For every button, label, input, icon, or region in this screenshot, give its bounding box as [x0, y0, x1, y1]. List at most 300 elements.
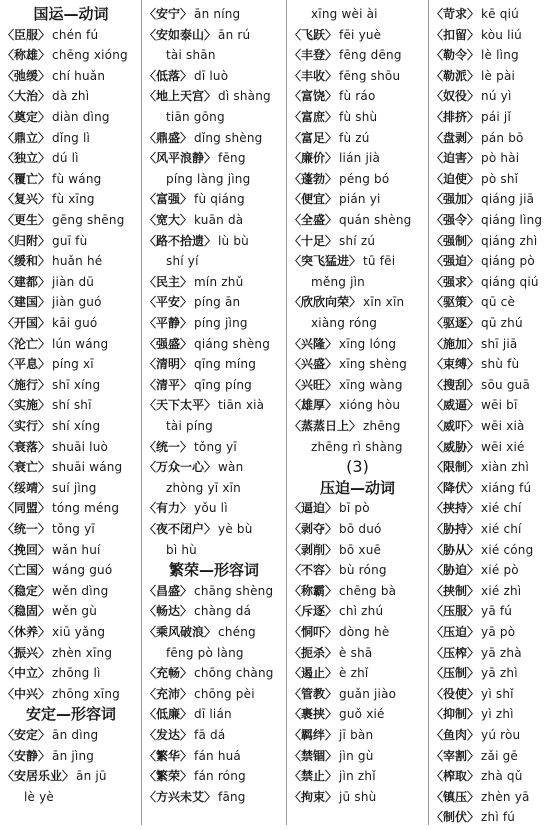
entry-word: 〈稳定〉	[2, 583, 51, 598]
entry-pinyin: dǐng shèng	[194, 130, 263, 145]
entry-pinyin: gēng shēng	[52, 213, 125, 227]
entry-word: 〈方兴未艾〉	[144, 789, 217, 804]
section-heading: 压迫—动词	[319, 478, 395, 497]
entry-word: 〈兴隆〉	[289, 336, 338, 351]
entry-word: 〈挟持〉	[431, 501, 480, 516]
entry-word: 〈有力〉	[144, 501, 193, 516]
entry-pinyin: tóng méng	[52, 501, 120, 516]
entry-word: 〈安定〉	[2, 728, 51, 742]
entry-word: 〈逼迫〉	[289, 501, 338, 516]
entry-pinyin: shuāi wáng	[52, 460, 123, 475]
entry-pinyin: fēng dēng	[339, 48, 402, 63]
entry-pinyin: yā zhì	[481, 666, 518, 681]
entry-word: 〈充畅〉	[144, 666, 193, 681]
entry-pinyin: kòu liú	[481, 27, 522, 42]
entry-pinyin: qiáng pò	[481, 254, 535, 269]
entry-word: 〈雄厚〉	[289, 398, 338, 413]
entry-pinyin: chōng chàng	[194, 666, 274, 681]
entry-pinyin: tiān xià	[218, 398, 265, 413]
entry-word: 〈压服〉	[431, 604, 480, 619]
entry-word: 〈万众一心〉	[144, 460, 217, 475]
entry-pinyin: zhōng xīng	[52, 686, 120, 701]
entry-word: 〈奠定〉	[2, 110, 51, 124]
entry-word: 〈风平浪静〉	[144, 151, 217, 166]
entry-word: 〈统一〉	[144, 439, 193, 454]
entry-word: 〈禁止〉	[289, 769, 338, 784]
entry-pinyin: guǎn jiào	[339, 686, 397, 701]
entry-word: 〈统一〉	[2, 522, 51, 536]
entry-word: 〈搜刮〉	[431, 377, 480, 392]
entry-word: 〈开国〉	[2, 316, 51, 330]
entry-pinyin: yā fú	[481, 604, 513, 619]
pinyin-continuation: shí yí	[166, 254, 199, 269]
entry-pinyin: chāng shèng	[194, 583, 274, 598]
entry-pinyin: fēi yuè	[339, 27, 382, 42]
entry-word: 〈胁迫〉	[431, 563, 480, 578]
entry-word: 〈兴盛〉	[289, 357, 338, 372]
entry-pinyin: jìn gù	[339, 748, 374, 763]
section-heading: 安定—形容词	[25, 705, 116, 724]
pinyin-continuation: měng jìn	[311, 274, 365, 289]
pinyin-continuation: tài shān	[166, 48, 216, 63]
entry-pinyin: wěn dìng	[52, 583, 109, 598]
entry-word: 〈蓬勃〉	[289, 171, 338, 186]
entry-word: 〈路不拾遗〉	[144, 233, 217, 248]
entry-word: 〈民主〉	[144, 274, 193, 289]
entry-word: 〈苛求〉	[431, 7, 480, 21]
entry-word: 〈独立〉	[2, 151, 51, 166]
entry-pinyin: péng bó	[339, 171, 390, 186]
entry-word: 〈抑制〉	[431, 707, 480, 722]
entry-pinyin: wáng guó	[52, 563, 113, 578]
entry-pinyin: yú ròu	[481, 728, 521, 742]
entry-pinyin: bù róng	[339, 563, 387, 578]
entry-pinyin: zhèn yā	[481, 789, 530, 804]
entry-word: 〈强加〉	[431, 192, 480, 207]
entry-pinyin: tū fēi	[363, 254, 396, 269]
entry-pinyin: fēng shōu	[339, 68, 401, 83]
entry-word: 〈弛缓〉	[2, 68, 51, 83]
entry-pinyin: kē qiú	[481, 7, 519, 21]
entry-pinyin: zhèn xīng	[52, 645, 113, 660]
entry-pinyin: shí shī	[52, 398, 92, 413]
entry-word: 〈束缚〉	[431, 357, 480, 372]
entry-word: 〈建都〉	[2, 274, 51, 289]
entry-pinyin: quán shèng	[339, 213, 412, 227]
entry-word: 〈制伏〉	[431, 810, 480, 825]
entry-word: 〈兴旺〉	[289, 377, 338, 392]
entry-pinyin: fán huá	[194, 748, 241, 763]
entry-word: 〈安居乐业〉	[2, 769, 75, 784]
entry-pinyin: shuāi luò	[52, 439, 109, 454]
entry-word: 〈便宜〉	[289, 192, 338, 207]
entry-pinyin: tǒng yī	[52, 522, 95, 536]
entry-word: 〈奴役〉	[431, 89, 480, 104]
entry-pinyin: yì shǐ	[481, 686, 514, 701]
entry-pinyin: kuān dà	[194, 213, 244, 227]
entry-word: 〈清明〉	[144, 357, 193, 372]
entry-word: 〈胁持〉	[431, 522, 480, 536]
entry-pinyin: è shā	[339, 645, 373, 660]
entry-pinyin: chén fú	[52, 27, 99, 42]
entry-pinyin: dǐng lì	[52, 130, 91, 145]
entry-word: 〈鼎立〉	[2, 130, 51, 145]
entry-pinyin: wǎn huí	[52, 542, 101, 557]
entry-word: 〈平静〉	[144, 316, 193, 330]
entry-pinyin: jū shù	[339, 789, 377, 804]
section-heading: 国运—动词	[33, 5, 109, 23]
entry-pinyin: xié zhì	[481, 583, 522, 598]
entry-word: 〈建国〉	[2, 295, 51, 310]
entry-pinyin: sōu guā	[481, 377, 531, 392]
entry-word: 〈同盟〉	[2, 501, 51, 516]
entry-word: 〈平息〉	[2, 357, 51, 372]
entry-pinyin: suí jìng	[52, 480, 97, 495]
entry-word: 〈清平〉	[144, 377, 193, 392]
entry-word: 〈禁锢〉	[289, 748, 338, 763]
entry-word: 〈归附〉	[2, 233, 51, 248]
entry-word: 〈管教〉	[289, 686, 338, 701]
entry-word: 〈低廉〉	[144, 707, 193, 722]
entry-word: 〈强令〉	[431, 213, 480, 227]
entry-word: 〈富庶〉	[289, 110, 338, 124]
entry-pinyin: pián yi	[339, 192, 381, 207]
entry-pinyin: nú yì	[481, 89, 512, 104]
entry-word: 〈鼎盛〉	[144, 130, 193, 145]
entry-pinyin: mín zhǔ	[194, 274, 244, 289]
entry-word: 〈昌盛〉	[144, 583, 193, 598]
entry-pinyin: fēng	[218, 151, 246, 166]
entry-word: 〈实施〉	[2, 398, 51, 413]
entry-word: 〈全盛〉	[289, 213, 338, 227]
entry-word: 〈强求〉	[431, 274, 480, 289]
entry-word: 〈繁华〉	[144, 748, 193, 763]
entry-word: 〈降伏〉	[431, 480, 480, 495]
column-3	[289, 0, 426, 825]
entry-word: 〈平安〉	[144, 295, 193, 310]
entry-word: 〈强制〉	[431, 233, 480, 248]
entry-word: 〈中立〉	[2, 666, 51, 681]
entry-pinyin: ān dìng	[52, 728, 99, 742]
entry-word: 〈丰登〉	[289, 48, 338, 63]
entry-pinyin: wàn	[218, 460, 244, 475]
entry-pinyin: dī lián	[194, 707, 232, 722]
entry-pinyin: pán bō	[481, 130, 524, 145]
entry-word: 〈充沛〉	[144, 686, 193, 701]
entry-word: 〈安如泰山〉	[144, 27, 217, 42]
entry-pinyin: shī jiā	[481, 336, 518, 351]
entry-word: 〈亡国〉	[2, 563, 51, 578]
entry-word: 〈更生〉	[2, 213, 51, 227]
pinyin-continuation: píng làng jìng	[166, 171, 251, 186]
entry-word: 〈富饶〉	[289, 89, 338, 104]
entry-word: 〈缓和〉	[2, 254, 51, 269]
entry-word: 〈飞跃〉	[289, 27, 338, 42]
entry-word: 〈繁荣〉	[144, 769, 193, 784]
entry-pinyin: xióng hòu	[339, 398, 401, 413]
entry-pinyin: zhà qǔ	[481, 769, 523, 784]
entry-pinyin: jiàn dū	[52, 274, 95, 289]
word-entry	[144, 784, 284, 810]
entry-pinyin: guī fù	[52, 233, 88, 248]
entry-pinyin: fù qiáng	[194, 192, 245, 207]
pinyin-continuation: lè yè	[24, 789, 55, 804]
entry-word: 〈不容〉	[289, 563, 338, 578]
entry-word: 〈衰落〉	[2, 439, 51, 454]
entry-pinyin: shù fù	[481, 357, 520, 372]
entry-word: 〈勒令〉	[431, 48, 480, 63]
entry-word: 〈欣欣向荣〉	[289, 295, 362, 310]
entry-word: 〈驱逐〉	[431, 316, 480, 330]
entry-word: 〈地上天宫〉	[144, 89, 217, 104]
entry-word: 〈蒸蒸日上〉	[289, 419, 362, 433]
entry-word: 〈振兴〉	[2, 645, 51, 660]
entry-pinyin: xié pò	[481, 563, 519, 578]
entry-pinyin: shí xíng	[52, 419, 101, 433]
entry-pinyin: fán róng	[194, 769, 246, 784]
entry-pinyin: chéng	[218, 625, 256, 639]
entry-pinyin: ān jìng	[52, 748, 95, 763]
entry-pinyin: fāng	[218, 789, 246, 804]
entry-pinyin: xīng shèng	[339, 357, 407, 372]
column-divider	[428, 0, 429, 825]
entry-pinyin: xiàn zhì	[481, 460, 530, 475]
entry-word: 〈斥逐〉	[289, 604, 338, 619]
entry-pinyin: qīng míng	[194, 357, 257, 372]
entry-pinyin: chàng dá	[194, 604, 252, 619]
column-4	[431, 0, 553, 825]
entry-pinyin: píng ān	[194, 295, 241, 310]
entry-word: 〈十足〉	[289, 233, 338, 248]
entry-word: 〈榨取〉	[431, 769, 480, 784]
entry-word: 〈强迫〉	[431, 254, 480, 269]
entry-word: 〈拘束〉	[289, 789, 338, 804]
entry-pinyin: fù xīng	[52, 192, 95, 207]
entry-word: 〈宰割〉	[431, 748, 480, 763]
entry-pinyin: jiàn guó	[52, 295, 102, 310]
entry-pinyin: dòng hè	[339, 625, 390, 639]
entry-pinyin: wēi xià	[481, 419, 525, 433]
pinyin-continuation: bì hù	[166, 542, 197, 557]
entry-pinyin: qiáng jiā	[481, 192, 535, 207]
entry-word: 〈大治〉	[2, 89, 51, 104]
entry-word: 〈休养〉	[2, 625, 51, 639]
entry-pinyin: qiáng zhì	[481, 233, 538, 248]
entry-pinyin: zǎi gē	[481, 748, 519, 763]
pinyin-continuation: fēng pò làng	[166, 645, 244, 660]
entry-pinyin: fù shù	[339, 110, 378, 124]
entry-word: 〈称霸〉	[289, 583, 338, 598]
entry-word: 〈盘剥〉	[431, 130, 480, 145]
entry-word: 〈富强〉	[144, 192, 193, 207]
entry-word: 〈役使〉	[431, 686, 480, 701]
entry-pinyin: qiáng shèng	[194, 336, 271, 351]
entry-pinyin: dì shàng	[218, 89, 271, 104]
entry-pinyin: tǒng yī	[194, 439, 237, 454]
entry-word: 〈镇压〉	[431, 789, 480, 804]
entry-pinyin: chì zhú	[339, 604, 384, 619]
entry-pinyin: fā dá	[194, 728, 226, 742]
entry-word: 〈勒派〉	[431, 68, 480, 83]
entry-pinyin: guǒ xié	[339, 707, 385, 722]
entry-word: 〈驱策〉	[431, 295, 480, 310]
entry-word: 〈夜不闭户〉	[144, 522, 217, 536]
entry-word: 〈裹挟〉	[289, 707, 338, 722]
entry-word: 〈强盛〉	[144, 336, 193, 351]
entry-word: 〈施行〉	[2, 377, 51, 392]
entry-pinyin: bō duó	[339, 522, 382, 536]
entry-word: 〈压迫〉	[431, 625, 480, 639]
entry-word: 〈称雄〉	[2, 48, 51, 63]
entry-pinyin: lè pài	[481, 68, 516, 83]
entry-pinyin: lián jià	[339, 151, 381, 166]
column-divider	[286, 0, 287, 825]
pinyin-continuation: zhòng yī xīn	[166, 480, 241, 495]
column-2	[144, 0, 284, 825]
entry-word: 〈威吓〉	[431, 419, 480, 433]
entry-pinyin: yā zhà	[481, 645, 522, 660]
entry-pinyin: xīng wàng	[339, 377, 403, 392]
entry-word: 〈施加〉	[431, 336, 480, 351]
entry-pinyin: zhōng lì	[52, 666, 101, 681]
entry-word: 〈安静〉	[2, 748, 51, 763]
entry-pinyin: qiáng qiú	[481, 274, 539, 289]
entry-pinyin: lún wáng	[52, 336, 109, 351]
column-1	[2, 0, 140, 825]
entry-pinyin: píng xī	[52, 357, 94, 372]
entry-pinyin: huǎn hé	[52, 254, 103, 269]
entry-pinyin: bī pò	[339, 501, 370, 516]
pinyin-continuation: zhēng rì shàng	[311, 439, 403, 454]
entry-pinyin: jìn zhǐ	[339, 769, 376, 784]
entry-word: 〈突飞猛进〉	[289, 254, 362, 269]
entry-pinyin: wēi bī	[481, 398, 518, 413]
entry-word: 〈挽回〉	[2, 542, 51, 557]
entry-pinyin: qū zhú	[481, 316, 523, 330]
entry-pinyin: fù wáng	[52, 171, 102, 186]
entry-word: 〈沦亡〉	[2, 336, 51, 351]
entry-word: 〈乘风破浪〉	[144, 625, 217, 639]
entry-pinyin: yā pò	[481, 625, 516, 639]
entry-word: 〈富足〉	[289, 130, 338, 145]
entry-pinyin: diàn dìng	[52, 110, 110, 124]
entry-word: 〈安宁〉	[144, 7, 193, 21]
entry-word: 〈威胁〉	[431, 439, 480, 454]
entry-pinyin: ān níng	[194, 7, 241, 21]
entry-word: 〈宽大〉	[144, 213, 193, 227]
entry-pinyin: pò hài	[481, 151, 520, 166]
entry-pinyin: kāi guó	[52, 316, 98, 330]
pinyin-continuation: xiàng róng	[311, 316, 378, 330]
entry-word: 〈剥削〉	[289, 542, 338, 557]
entry-word: 〈迫害〉	[431, 151, 480, 166]
entry-word: 〈复兴〉	[2, 192, 51, 207]
entry-pinyin: zhēng	[363, 419, 401, 433]
entry-pinyin: xīng lóng	[339, 336, 397, 351]
entry-word: 〈胁从〉	[431, 542, 480, 557]
entry-word: 〈廉价〉	[289, 151, 338, 166]
entry-pinyin: pò shǐ	[481, 171, 519, 186]
entry-pinyin: dī luò	[194, 68, 229, 83]
word-entry	[289, 784, 426, 810]
entry-pinyin: lù bù	[218, 233, 249, 248]
entry-pinyin: chí huǎn	[52, 68, 106, 83]
entry-pinyin: shí zú	[339, 233, 376, 248]
entry-pinyin: wěn gù	[52, 604, 98, 619]
entry-pinyin: yì zhì	[481, 707, 514, 722]
entry-word: 〈限制〉	[431, 460, 480, 475]
entry-pinyin: xié cóng	[481, 542, 534, 557]
entry-word: 〈挟制〉	[431, 583, 480, 598]
entry-pinyin: xié chí	[481, 522, 522, 536]
entry-pinyin: chēng xióng	[52, 48, 128, 63]
entry-word: 〈压制〉	[431, 666, 480, 681]
entry-pinyin: wēi xié	[481, 439, 525, 454]
entry-word: 〈剥夺〉	[289, 522, 338, 536]
pinyin-continuation: tiān gōng	[166, 110, 225, 124]
entry-pinyin: lè lìng	[481, 48, 519, 63]
entry-word: 〈衰亡〉	[2, 460, 51, 475]
entry-word: 〈迫使〉	[431, 171, 480, 186]
entry-word: 〈扼杀〉	[289, 645, 338, 660]
entry-word: 〈畅达〉	[144, 604, 193, 619]
entry-word: 〈恫吓〉	[289, 625, 338, 639]
entry-word: 〈压榨〉	[431, 645, 480, 660]
entry-pinyin: è zhǐ	[339, 666, 369, 681]
entry-word: 〈中兴〉	[2, 686, 51, 701]
entry-word: 〈绥靖〉	[2, 480, 51, 495]
entry-pinyin: yǒu lì	[194, 501, 228, 516]
entry-pinyin: fù zú	[339, 130, 370, 145]
entry-word: 〈羁绊〉	[289, 728, 338, 742]
entry-pinyin: dà zhì	[52, 89, 90, 104]
entry-pinyin: zhì fú	[481, 810, 516, 825]
entry-word: 〈覆亡〉	[2, 171, 51, 186]
entry-word: 〈排挤〉	[431, 110, 480, 124]
entry-word: 〈扣留〉	[431, 27, 480, 42]
section-heading: 繁荣—形容词	[168, 561, 259, 580]
entry-pinyin: qīng píng	[194, 377, 252, 392]
entry-pinyin: ān rú	[218, 27, 251, 42]
entry-pinyin: fù ráo	[339, 89, 376, 104]
pinyin-continuation: xīng wèi ài	[311, 7, 378, 21]
entry-word: 〈丰收〉	[289, 68, 338, 83]
entry-word: 〈发达〉	[144, 728, 193, 742]
entry-word: 〈鱼肉〉	[431, 728, 480, 742]
entry-pinyin: xié chí	[481, 501, 522, 516]
entry-word: 〈天下太平〉	[144, 398, 217, 413]
entry-pinyin: píng jìng	[194, 316, 248, 330]
entry-pinyin: qū cè	[481, 295, 516, 310]
column-divider	[141, 0, 142, 825]
entry-pinyin: yè bù	[218, 522, 253, 536]
entry-word: 〈低落〉	[144, 68, 193, 83]
pinyin-continuation: tài píng	[166, 419, 213, 433]
entry-pinyin: jī bàn	[339, 728, 374, 742]
section-number: (3)	[346, 457, 369, 477]
entry-pinyin: xiáng fú	[481, 480, 532, 495]
entry-pinyin: xīn xīn	[363, 295, 405, 310]
entry-word: 〈实行〉	[2, 419, 51, 433]
entry-pinyin: bō xuē	[339, 542, 382, 557]
entry-pinyin: shī xíng	[52, 377, 101, 392]
entry-word: 〈稳固〉	[2, 604, 51, 619]
word-entry	[431, 804, 553, 830]
entry-word: 〈威逼〉	[431, 398, 480, 413]
entry-word: 〈遏止〉	[289, 666, 338, 681]
entry-pinyin: ān jū	[76, 769, 107, 784]
entry-pinyin: dú lì	[52, 151, 79, 166]
